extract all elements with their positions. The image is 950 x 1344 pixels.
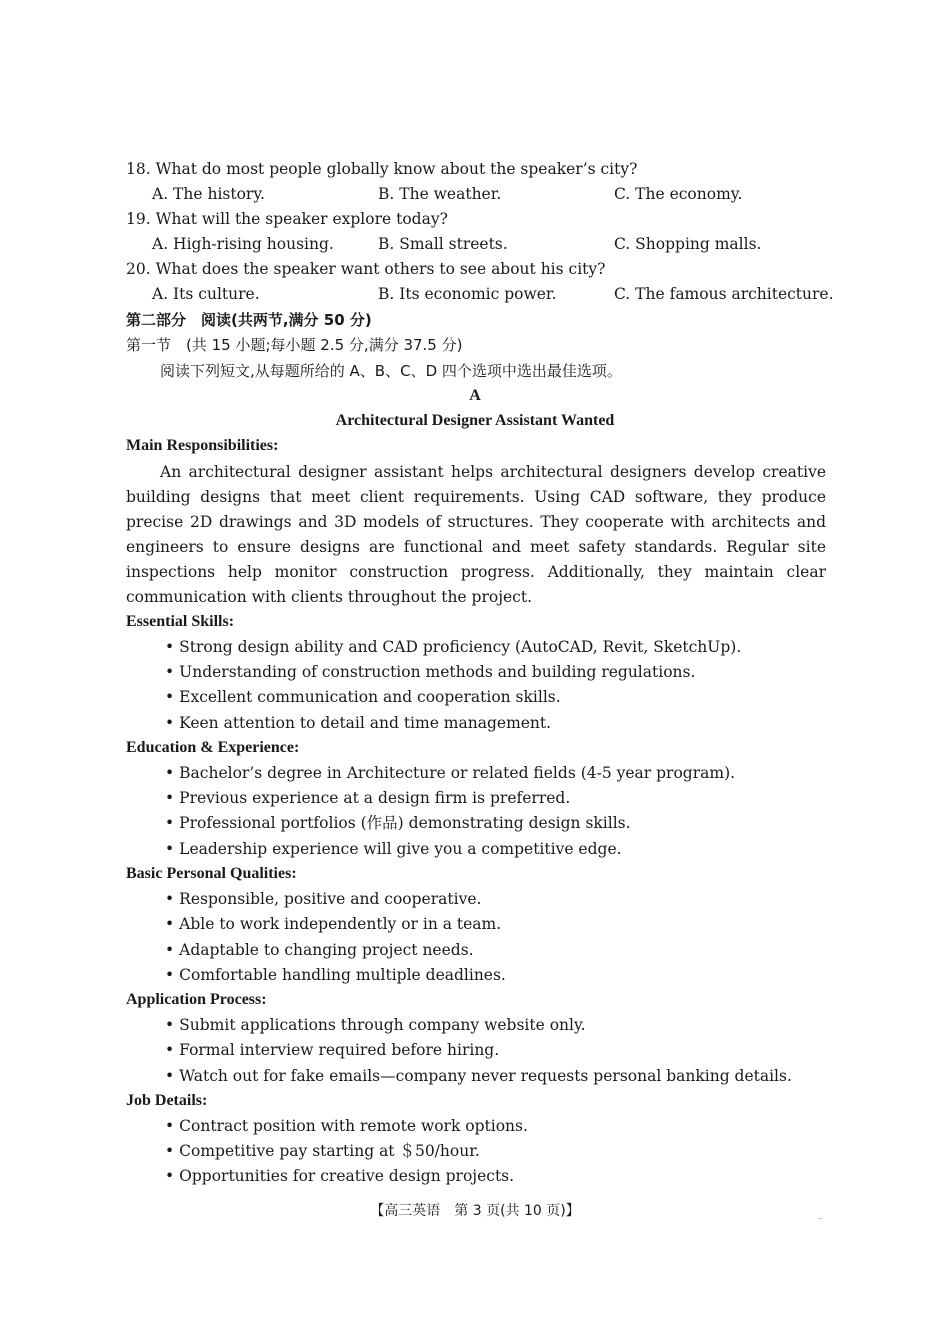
q20-option-c: C. The famous architecture. [614, 285, 834, 303]
part-two-title: 第二部分 阅读(共两节,满分 50 分) [126, 311, 372, 329]
list-item: • Bachelor’s degree in Architecture or related fields (4-5 year program). [165, 764, 736, 782]
list-item: • Leadership experience will give you a competitive edge. [165, 840, 622, 858]
list-item: • Formal interview required before hiring. [165, 1041, 500, 1059]
q18-option-a: A. The history. [152, 185, 265, 203]
question-20: 20. What does the speaker want others to see about his city? [126, 260, 606, 278]
reading-instruction: 阅读下列短文,从每题所给的 A、B、C、D 四个选项中选出最佳选项。 [160, 362, 622, 380]
question-19: 19. What will the speaker explore today? [126, 210, 448, 228]
q20-option-a: A. Its culture. [152, 285, 260, 303]
list-item: • Professional portfolios (作品) demonstrating design skills. [165, 814, 631, 832]
q19-option-c: C. Shopping malls. [614, 235, 762, 253]
list-item: • Watch out for fake emails—company never requests personal banking details. [165, 1067, 792, 1085]
list-item: • Adaptable to changing project needs. [165, 941, 474, 959]
footer-mark: .. [818, 1212, 824, 1221]
responsibilities-heading: Main Responsibilities: [126, 437, 279, 454]
list-item: • Excellent communication and cooperation skills. [165, 688, 561, 706]
q18-option-c: C. The economy. [614, 185, 743, 203]
list-item: • Understanding of construction methods and building regulations. [165, 663, 696, 681]
responsibilities-paragraph: An architectural designer assistant helps architectural designers develop creative building designs that meet client requirements. Using CAD software, they produce precise 2D drawings and 3D models of structures. They cooperate with architects and engineers to ensure designs are functional and meet safety standards. Regular site inspections help monitor construction progress. Additionally, they maintain clear communication with clients throughout the project. [126, 463, 826, 606]
application-heading: Application Process: [126, 991, 267, 1008]
question-18: 18. What do most people globally know about the speaker’s city? [126, 160, 638, 178]
list-item: • Submit applications through company website only. [165, 1016, 586, 1034]
q18-option-b: B. The weather. [378, 185, 502, 203]
education-heading: Education & Experience: [126, 739, 300, 756]
list-item: • Strong design ability and CAD proficiency (AutoCAD, Revit, SketchUp). [165, 638, 742, 656]
qualities-heading: Basic Personal Qualities: [126, 865, 297, 882]
job-details-heading: Job Details: [126, 1092, 208, 1109]
passage-title: Architectural Designer Assistant Wanted [335, 412, 615, 429]
list-item: • Competitive pay starting at ＄50/hour. [165, 1142, 480, 1160]
list-item: • Contract position with remote work options. [165, 1117, 528, 1135]
list-item: • Responsible, positive and cooperative. [165, 890, 482, 908]
section-one-title: 第一节 (共 15 小题;每小题 2.5 分,满分 37.5 分) [126, 336, 463, 354]
passage-letter: A [469, 387, 481, 404]
q19-option-a: A. High-rising housing. [152, 235, 334, 253]
list-item: • Opportunities for creative design projects. [165, 1167, 515, 1185]
skills-heading: Essential Skills: [126, 613, 235, 630]
q20-option-b: B. Its economic power. [378, 285, 557, 303]
list-item: • Able to work independently or in a team. [165, 915, 502, 933]
page-footer: 【高三英语 第 3 页(共 10 页)】 [370, 1203, 580, 1219]
list-item: • Keen attention to detail and time management. [165, 714, 552, 732]
q19-option-b: B. Small streets. [378, 235, 508, 253]
list-item: • Comfortable handling multiple deadlines. [165, 966, 506, 984]
list-item: • Previous experience at a design firm is preferred. [165, 789, 571, 807]
